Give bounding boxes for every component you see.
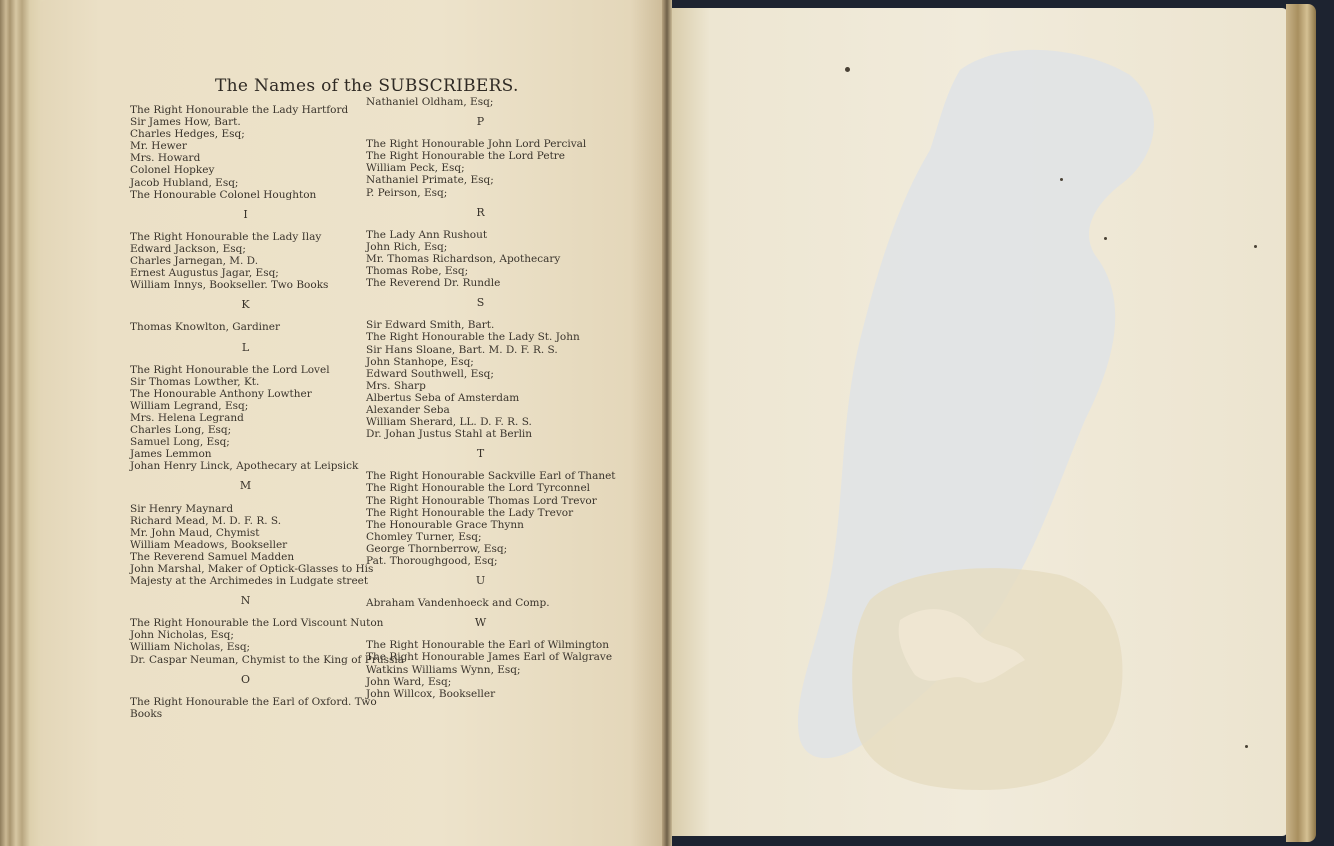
section-letter: M — [239, 479, 253, 493]
subscriber-entry: Charles Hedges, Esq; — [130, 128, 245, 141]
subscriber-entry: Mr. Thomas Richardson, Apothecary — [366, 252, 561, 265]
subscriber-entry: Alexander Seba — [366, 403, 450, 416]
page-title: The Names of the SUBSCRIBERS. — [215, 76, 519, 96]
subscriber-entry: The Right Honourable the Lady St. John — [366, 331, 580, 344]
subscriber-entry: Pat. Thoroughgood, Esq; — [366, 555, 498, 567]
section-letter: K — [241, 298, 251, 312]
subscriber-entry: Albertus Seba of Amsterdam — [366, 391, 520, 404]
subscriber-entry: William Meadows, Bookseller — [130, 538, 288, 551]
subscriber-entry: The Right Honourable Thomas Lord Trevor — [366, 494, 597, 507]
ink-speck — [845, 67, 850, 72]
subscriber-entry: The Right Honourable the Lady Hartford — [130, 104, 349, 116]
subscriber-entry: The Right Honourable Sackville Earl of Thanet — [366, 470, 616, 483]
subscriber-entry: John Stanhope, Esq; — [366, 355, 474, 368]
subscriber-entry: John Willcox, Bookseller — [366, 687, 496, 700]
section-letter: I — [243, 207, 249, 221]
subscriber-entry: The Right Honourable James Earl of Walgrave — [366, 651, 613, 664]
section-letter: R — [476, 205, 486, 219]
subscriber-entry: The Right Honourable the Earl of Oxford. Two — [130, 695, 377, 708]
subscriber-entry: Ernest Augustus Jagar, Esq; — [130, 267, 279, 280]
subscriber-entry: Charles Long, Esq; — [130, 424, 232, 437]
subscriber-entry: William Peck, Esq; — [366, 162, 465, 175]
subscriber-entry: Mr. Hewer — [130, 140, 187, 153]
subscriber-entry: John Marshal, Maker of Optick-Glasses to His — [130, 563, 374, 575]
subscriber-entry: Abraham Vandenhoeck and Comp. — [366, 597, 550, 610]
subscriber-entry: Edward Jackson, Esq; — [130, 242, 246, 255]
section-letter: P — [476, 115, 486, 129]
right-page-edges — [1286, 4, 1316, 842]
subscriber-entry: P. Peirson, Esq; — [366, 186, 448, 199]
subscriber-entry: Sir James How, Bart. — [130, 116, 241, 129]
right-page — [670, 8, 1288, 836]
subscriber-entry: Majesty at the Archimedes in Ludgate street — [130, 575, 369, 588]
subscriber-entry: The Honourable Anthony Lowther — [130, 387, 312, 400]
subscriber-entry: Jacob Hubland, Esq; — [130, 176, 239, 189]
gutter — [662, 0, 672, 846]
subscriber-entry: Chomley Turner, Esq; — [366, 530, 482, 543]
subscriber-entry: The Right Honourable the Lady Trevor — [366, 506, 574, 519]
subscriber-entry: Thomas Knowlton, Gardiner — [130, 321, 281, 334]
ink-speck — [1245, 745, 1248, 748]
subscriber-entry: Sir Thomas Lowther, Kt. — [130, 375, 260, 388]
subscriber-entry: Dr. Johan Justus Stahl at Berlin — [366, 428, 533, 441]
subscriber-entry: The Right Honourable the Lord Petre — [366, 150, 566, 163]
subscriber-entry: The Honourable Colonel Houghton — [130, 188, 317, 201]
subscriber-column-right — [366, 96, 616, 700]
subscriber-entry: William Sherard, LL. D. F. R. S. — [366, 416, 532, 429]
ink-speck — [1254, 245, 1257, 248]
subscriber-entry: Mrs. Helena Legrand — [130, 411, 244, 424]
subscriber-entry: Nathaniel Primate, Esq; — [366, 174, 494, 187]
section-letter: U — [475, 574, 487, 588]
subscriber-entry: William Legrand, Esq; — [130, 399, 249, 412]
section-letter: S — [476, 296, 486, 310]
subscriber-entry: William Nicholas, Esq; — [130, 641, 251, 654]
subscriber-entry: The Right Honourable John Lord Percival — [366, 138, 587, 151]
section-letter: W — [474, 616, 488, 630]
subscriber-entry: Johan Henry Linck, Apothecary at Leipsick — [130, 460, 359, 473]
subscriber-entry: The Lady Ann Rushout — [366, 228, 488, 241]
subscriber-entry: Books — [130, 707, 163, 720]
subscriber-entry: The Honourable Grace Thynn — [366, 518, 524, 531]
subscriber-entry: The Reverend Dr. Rundle — [366, 277, 501, 290]
subscriber-entry: Watkins Williams Wynn, Esq; — [366, 663, 521, 676]
subscriber-entry: The Reverend Samuel Madden — [130, 550, 295, 563]
subscriber-entry: John Nicholas, Esq; — [130, 629, 234, 642]
section-letter: O — [240, 672, 252, 686]
subscriber-entry: Nathaniel Oldham, Esq; — [366, 96, 494, 108]
section-letter: N — [240, 594, 252, 608]
ink-speck — [1060, 178, 1063, 181]
subscriber-entry: James Lemmon — [130, 448, 212, 461]
subscriber-entry: The Right Honourable the Lord Viscount Nuton — [130, 617, 384, 630]
subscriber-entry: Sir Edward Smith, Bart. — [366, 319, 495, 332]
subscriber-entry: The Right Honourable the Earl of Wilmington — [366, 639, 610, 652]
section-letter: T — [476, 447, 486, 461]
subscriber-entry: Charles Jarnegan, M. D. — [130, 255, 259, 268]
subscriber-entry: Sir Hans Sloane, Bart. M. D. F. R. S. — [366, 343, 558, 356]
subscriber-entry: The Right Honourable the Lord Lovel — [130, 363, 330, 376]
section-letter: L — [241, 340, 251, 354]
subscriber-entry: John Ward, Esq; — [366, 675, 452, 688]
subscriber-entry: Mr. John Maud, Chymist — [130, 526, 260, 539]
subscriber-entry: Colonel Hopkey — [130, 164, 215, 177]
subscriber-entry: Edward Southwell, Esq; — [366, 367, 494, 380]
subscriber-entry: Richard Mead, M. D. F. R. S. — [130, 514, 282, 527]
subscriber-entry: The Right Honourable the Lord Tyrconnel — [366, 482, 591, 495]
subscriber-entry: John Rich, Esq; — [366, 240, 448, 253]
subscriber-entry: Dr. Caspar Neuman, Chymist to the King of Prussia — [130, 653, 405, 666]
subscriber-entry: Samuel Long, Esq; — [130, 436, 230, 449]
subscriber-entry: Mrs. Howard — [130, 152, 201, 165]
ink-speck — [1104, 237, 1107, 240]
subscriber-entry: Sir Henry Maynard — [130, 502, 234, 515]
subscriber-entry: The Right Honourable the Lady Ilay — [130, 230, 322, 243]
subscriber-entry: Mrs. Sharp — [366, 379, 426, 392]
subscriber-entry: William Innys, Bookseller. Two Books — [130, 279, 329, 292]
subscriber-entry: Thomas Robe, Esq; — [366, 265, 469, 278]
subscriber-entry: George Thornberrow, Esq; — [366, 542, 508, 555]
